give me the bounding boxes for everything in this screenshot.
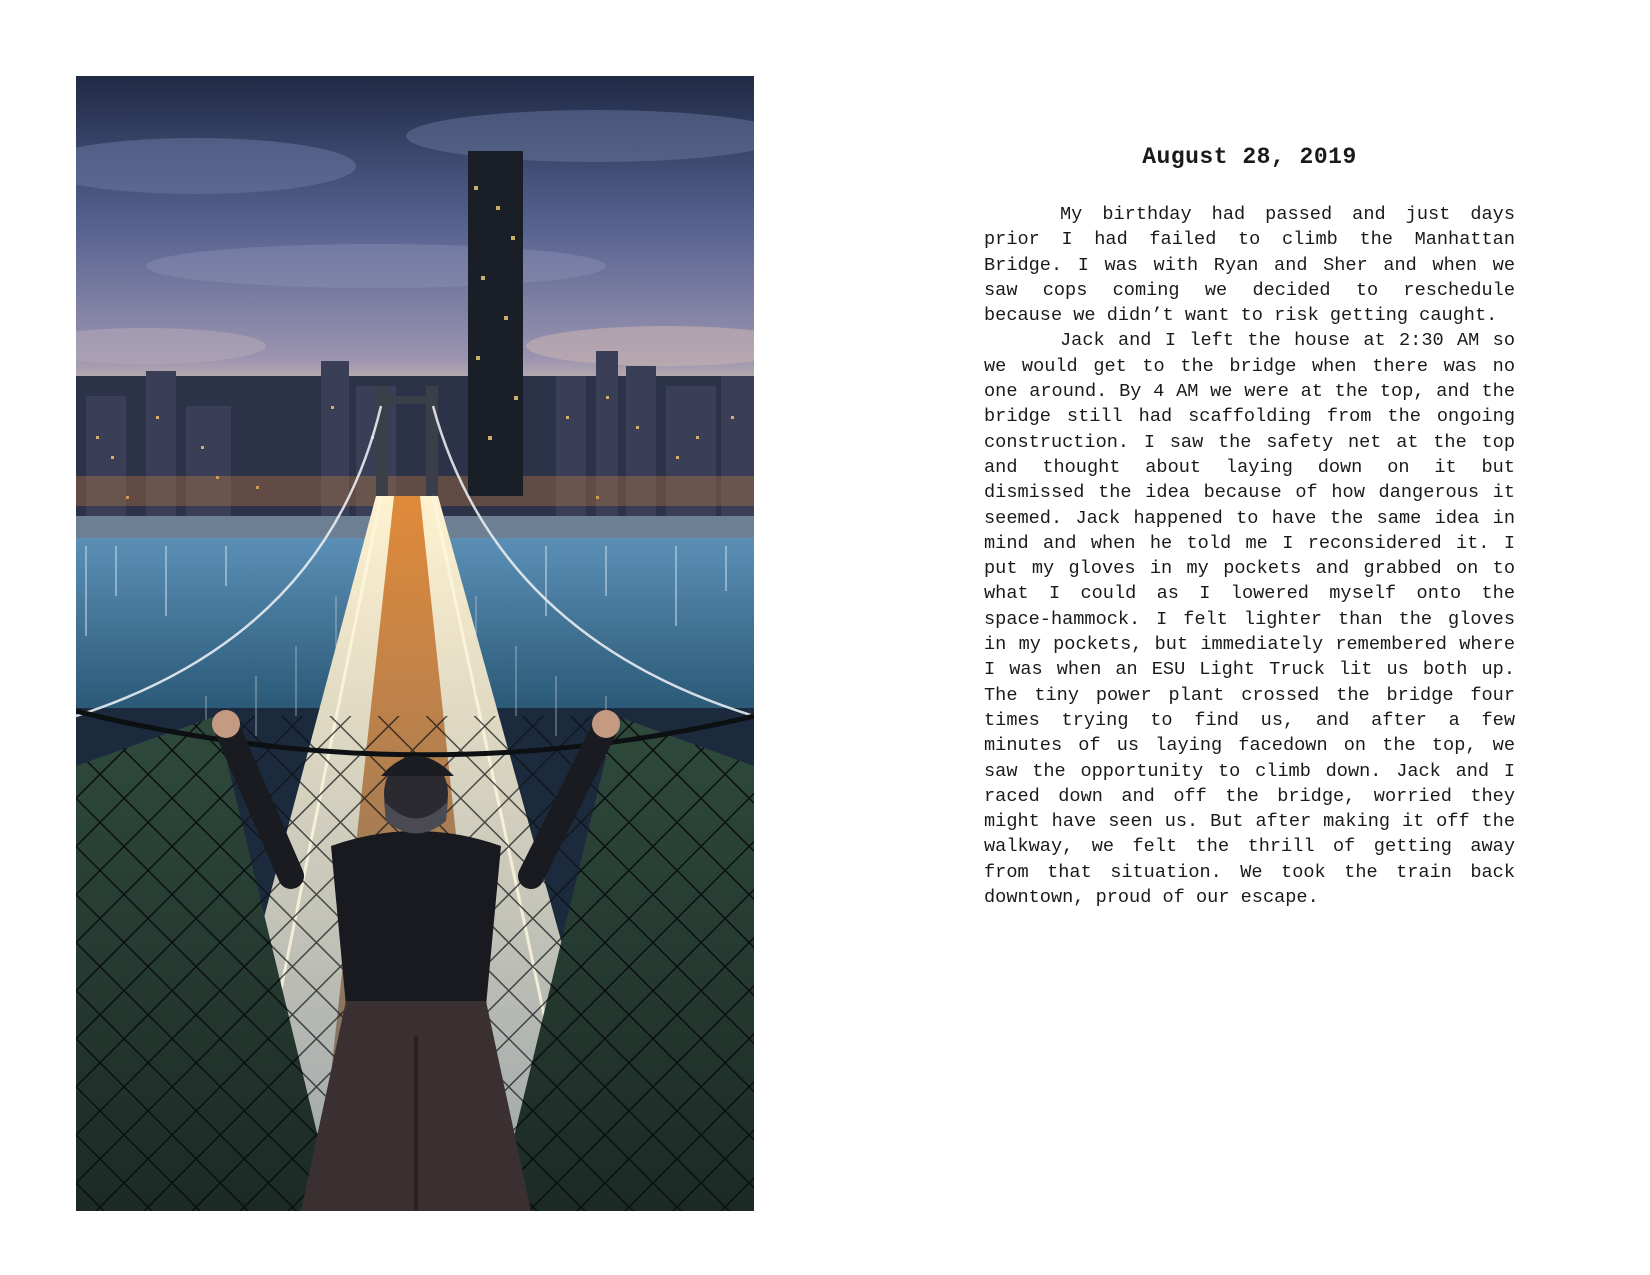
- bridge-photo-illustration: [76, 76, 754, 1211]
- entry-paragraph-1: My birthday had passed and just days prior I had failed to climb the Manhattan Bridge. I was with Ryan and Sher and when we saw cops coming we decided to reschedule because we didn’t want to risk getting caught.: [984, 204, 1515, 327]
- entry-paragraph-2: Jack and I left the house at 2:30 AM so we would get to the bridge when there was no one around. By 4 AM we were at the top, and the bridge still had scaffolding from the ongoing construction. I saw the safety net at the top and thought about laying down on it but dismissed the idea because of how dangerous it seemed. Jack happened to have the same idea in mind and when he told me I reconsidered it. I put my gloves in my pockets and grabbed on to what I could as I lowered myself onto the space-hammock. I felt lighter than the gloves in my pockets, but immediately remembered where I was when an ESU Light Truck lit us both up. The tiny power plant crossed the bridge four times trying to find us, and after a few minutes of us laying facedown on the top, we saw the opportunity to climb down. Jack and I raced down and off the bridge, worried they might have seen us. But after making it off the walkway, we felt the thrill of getting away from that situation. We took the train back downtown, proud of our escape.: [984, 330, 1515, 909]
- journal-entry: [984, 144, 1515, 910]
- bridge-photo: [76, 76, 754, 1211]
- entry-date: August 28, 2019: [1142, 144, 1357, 170]
